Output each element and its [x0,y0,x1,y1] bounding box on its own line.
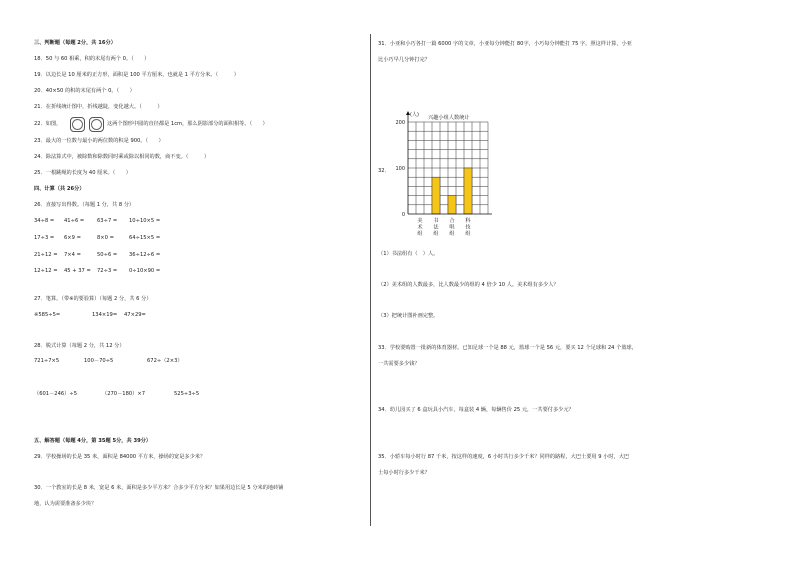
chart-bar [432,177,440,214]
chart-y-tick-label: 100 [395,166,405,172]
q31-line2: 比小巧早几分钟打完？ [378,57,430,63]
oral-calc-item: 0÷10×90 = [129,268,161,274]
chart-bar [464,168,472,214]
chart-category-label: 组 [417,231,423,237]
q25: 25．一根跳绳的长度为 40 厘米。（ ） [34,170,131,176]
q22-suffix: 这两个图形中圆的直径都是 1cm，那么阴影部分的面积相等。（ ） [107,121,268,127]
circle-square-figure-2 [89,117,104,132]
chart-category-label: 组 [433,231,439,237]
oral-calc-item: 10÷10×5 = [129,218,161,224]
oral-calc-item: 63÷7 = [97,218,118,224]
q20: 20．40×50 的积的末尾有两个 0。（ ） [34,88,135,94]
chart-y-axis-label: (人) [410,112,419,118]
q32-sub3: （3）把统计图补画完整。 [378,313,439,319]
oral-calc-item: 50÷6 = [97,252,118,258]
chart-category-label: 科 [465,218,471,224]
q35-line1: 35．小轿车每小时行 87 千米，按这样的速度，6 小时共行多少千米？同样的路程，大巴士要用 9 小时，大巴 [378,454,630,460]
q28-item: 672÷（2×3） [147,358,183,364]
q28-item: 100－70÷5 [84,358,114,364]
q33-line1: 33．学校要购置一批新的体育器材。已知足球一个是 88 元，篮球一个是 56 元，要买 12 个足球和 24 个篮球， [378,345,637,351]
q24: 24．除法算式中，被除数和除数同时乘或除以相同的数，商不变。（ ） [34,154,210,160]
q28-item: （270－180）×7 [102,391,146,397]
q32-label: 32． [378,168,390,174]
oral-calc-item: 21÷12 = [34,252,58,258]
q32-sub1: （1）书法组有（ ）人。 [378,251,439,257]
q28: 28．脱式计算（每题 2 分，共 12 分） [34,343,125,349]
q27-item: 47×29= [124,312,146,318]
q19: 19．以边长是 10 厘米的正方形，面积是 100 平方厘米，也就是 1 平方分米。（ ） [34,72,239,78]
q33-line2: 一共需要多少钱？ [378,361,420,367]
chart-y-tick-label: 0 [401,212,405,218]
q28-item: 525÷3÷5 [174,391,200,397]
chart-category-label: 术 [417,224,423,231]
q27-item: 134×19= [92,312,118,318]
oral-calc-item: 12÷12 = [34,268,58,274]
chart-category-label: 合 [449,218,455,224]
q30-line1: 30．一个教室的长是 8 米，宽是 6 米，面积是多少平方米？合多少平方分米？如果用边长是 5 分米的地砖铺 [34,485,284,491]
q21: 21．在折线统计图中，折线越陡，变化越大。（ ） [34,104,163,110]
chart-category-label: 组 [465,231,471,237]
chart-category-label: 书 [433,218,439,224]
circle-square-figure-1 [70,117,85,132]
chart-category-label: 法 [433,224,439,231]
chart-title: 兴趣小组人数统计 [428,115,470,121]
q23: 23．最大的一位数与最小的两位数的积是 900。（ ） [34,138,164,144]
section4-title: 四、计算（共 26分） [34,186,85,192]
oral-calc-item: 7×4 = [64,252,81,258]
q31-line1: 31．小亚和小巧各打一篇 6000 字的文章，小亚每分钟能打 80字，小巧每分钟能打 75 字。照这样计算，小亚 [378,41,632,47]
q27-item: ※585÷5= [34,312,61,318]
q29: 29．学校操场的长是 35 米，面积是 84000 平方米，操场的宽是多少米？ [34,454,206,460]
q28-item: 721÷7×5 [34,358,60,364]
chart-bar [448,196,456,214]
oral-calc-item: 17÷3 = [34,235,55,241]
q30-line2: 地，认为需要准备多少块？ [34,501,97,507]
chart-category-label: 组 [449,231,455,237]
chart-y-tick-label: 200 [395,120,405,126]
column-divider [370,34,371,526]
q28-item: （601－246）÷5 [34,391,78,397]
oral-calc-item: 41÷6 = [64,218,85,224]
q32-sub2: （2）美术组的人数最多，比人数最少的组的 4 倍少 10 人。美术组有多少人？ [378,282,559,288]
q22-prefix: 22．如图， [34,121,62,127]
section3-title: 三、判断题（每题 2分，共 16分） [34,40,116,46]
oral-calc-item: 6×9 = [64,235,81,241]
oral-calc-item: 64÷15×5 = [129,235,161,241]
q27: 27．笔算。（带※的要验算）（每题 2 分，共 6 分） [34,296,152,302]
oral-calc-item: 36÷12÷6 = [129,252,161,258]
section5-title: 五、解答题（每题 4分，第 35题 5分，共 39分） [34,438,152,444]
oral-calc-item: 8×0 = [97,235,114,241]
oral-calc-item: 45 + 37 = [64,268,91,274]
oral-calc-item: 34÷8 = [34,218,55,224]
q34: 34．幼儿园买了 6 盒玩具小汽车，每盒装 4 辆，每辆售价 25 元，一共要付多少元？ [378,407,574,413]
chart-category-label: 唱 [449,224,455,231]
chart-category-label: 美 [417,218,423,224]
q26: 26．直接写出得数。（每题 1 分，共 8 分） [34,202,135,208]
q18: 18．50 与 60 相乘，积的末尾有两个 0。（ ） [34,56,150,62]
chart-category-label: 技 [465,224,471,231]
interest-group-bar-chart [378,100,498,245]
oral-calc-item: 72÷3 = [97,268,118,274]
q35-line2: 士每小时行多少千米？ [378,470,430,476]
